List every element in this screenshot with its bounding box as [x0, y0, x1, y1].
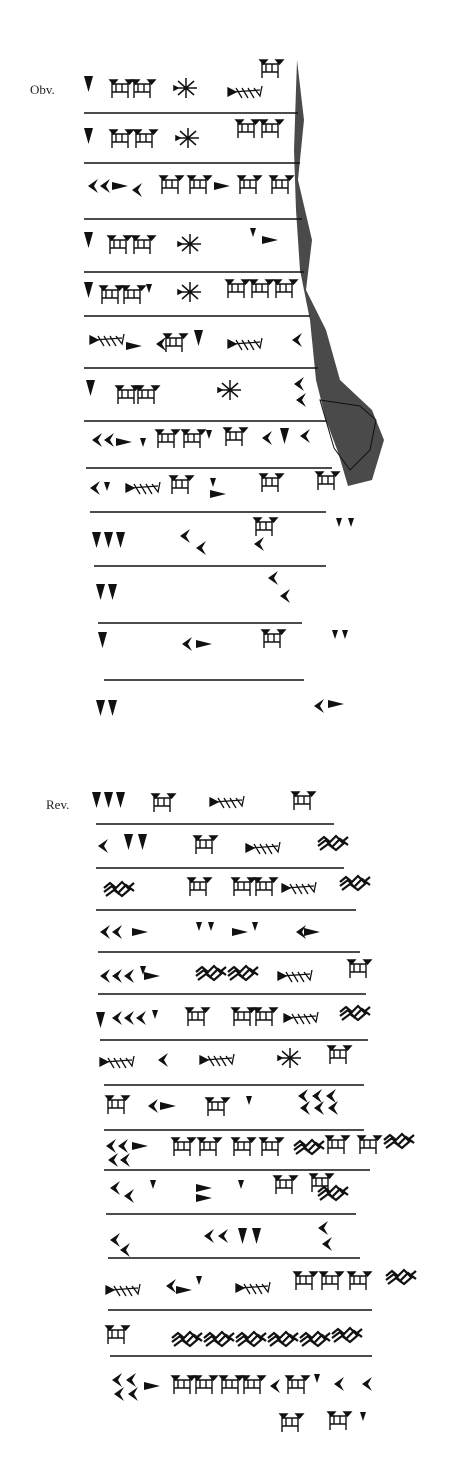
obverse-damage-edge: [294, 60, 384, 486]
reverse-signs: [92, 792, 416, 1432]
obverse-rulings: [84, 113, 332, 680]
obverse-label: Obv.: [30, 82, 55, 97]
reverse-label: Rev.: [46, 797, 70, 812]
obverse-signs: [84, 60, 354, 716]
